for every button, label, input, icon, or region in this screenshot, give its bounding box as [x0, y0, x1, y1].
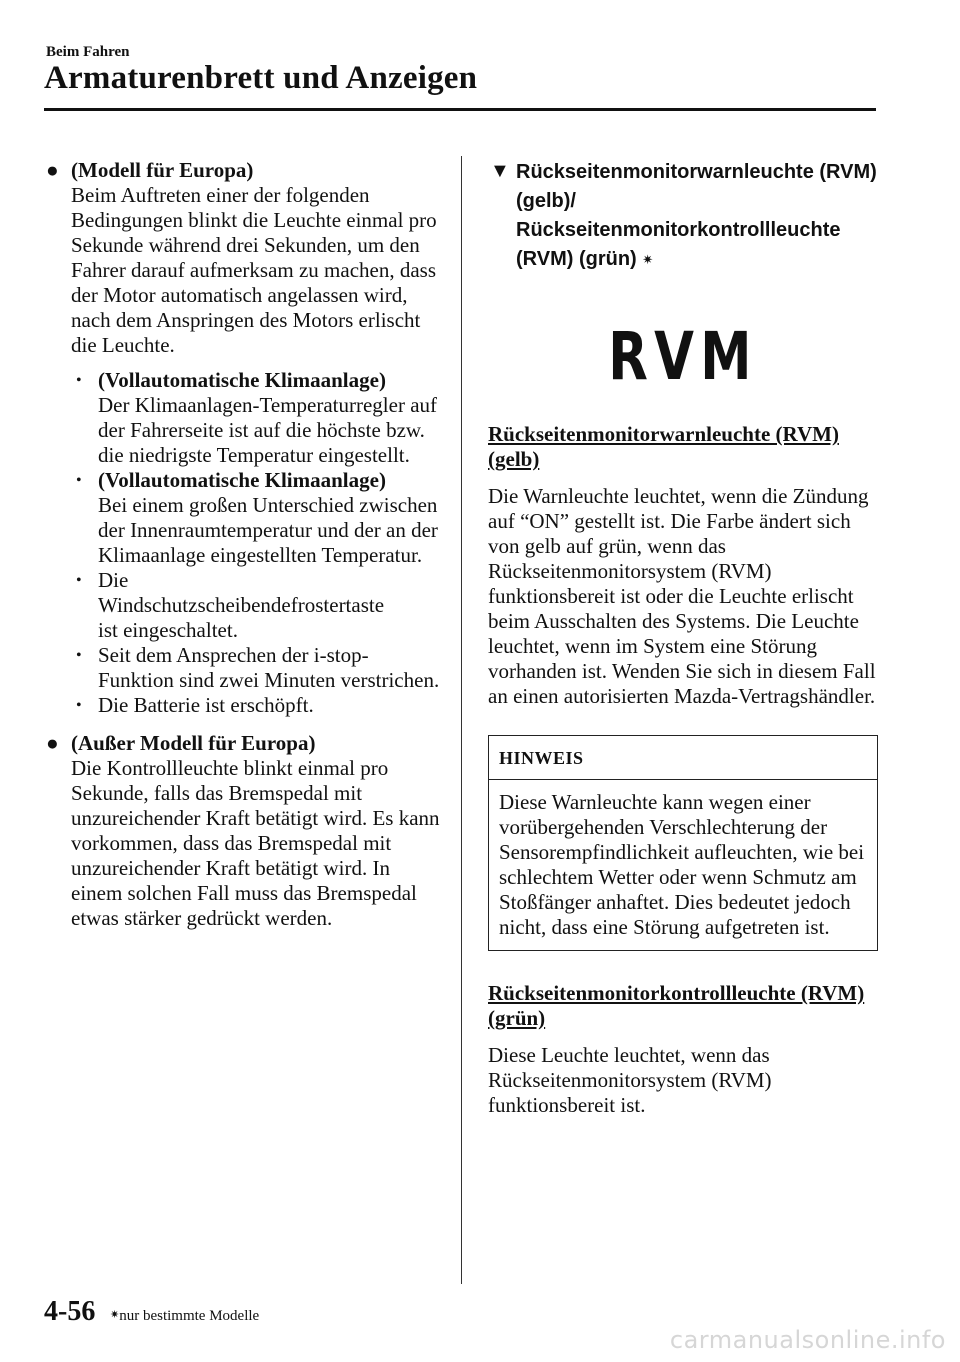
note-text: Diese Warnleuchte kann wegen einer vorübergehenden Verschlechterung der Sensorempfindlichkeit aufleuchten, wie bei schlechtem Wetter oder wenn Schmutz am Stoßfänger anhaftet. Dies bedeutet jedoch nicht, dass eine Störung aufgetreten ist.	[499, 790, 865, 939]
condition-item	[71, 693, 444, 718]
triangle-marker-icon: ▼	[490, 160, 510, 182]
sub-bullet: •	[76, 472, 82, 489]
bullet-item-non-europe	[44, 731, 444, 931]
condition-item	[71, 643, 444, 693]
condition-text-line: Die	[98, 568, 129, 592]
condition-text: Bei einem großen Unterschied zwischen der Innenraumtemperatur und der an der Klimaanlage eingestellten Temperatur.	[98, 493, 438, 567]
condition-text: Die Batterie ist erschöpft.	[98, 693, 314, 717]
bullet-text: Beim Auftreten einer der folgenden Bedingungen blinkt die Leuchte einmal pro Sekunde während drei Sekunden, um den Fahrer darauf aufmerksam zu machen, dass der Motor automatisch angelassen wird, nach dem Anspringen des Motors erlischt die Leuchte.	[71, 183, 437, 357]
condition-text-line: Windschutzscheibendefrostertaste	[98, 593, 385, 617]
warn-light-heading: Rückseitenmonitorwarnleuchte (RVM) (gelb)	[488, 422, 839, 471]
heading-line-text: (RVM) (grün)	[516, 248, 637, 270]
heading-line: Rückseitenmonitorwarnleuchte (RVM)	[516, 161, 877, 183]
condition-text: Der Klimaanlagen-Temperaturregler auf der Fahrerseite ist auf die höchste bzw. die niedrigste Temperatur eingestellt.	[98, 393, 438, 467]
condition-list	[71, 368, 444, 718]
condition-heading: (Vollautomatische Klimaanlage)	[98, 468, 386, 492]
bullet-dot: ●	[46, 158, 59, 182]
star-icon: ✷	[110, 1309, 120, 1321]
bullet-dot: ●	[46, 731, 59, 755]
sub-bullet: •	[76, 572, 82, 589]
rvm-section-heading	[488, 158, 878, 274]
heading-line: (gelb)/	[516, 190, 576, 212]
condition-item	[71, 468, 444, 568]
column-divider	[461, 156, 462, 1284]
condition-text: Seit dem Ansprechen der i-stop-Funktion sind zwei Minuten verstrichen.	[98, 643, 440, 692]
section-label: Beim Fahren	[46, 44, 130, 60]
page-number: 4-56	[44, 1296, 96, 1327]
bullet-item-europe	[44, 158, 444, 358]
heading-line	[516, 245, 878, 274]
bullet-heading: (Modell für Europa)	[71, 158, 254, 182]
note-box	[488, 735, 878, 951]
sub-bullet: •	[76, 697, 82, 714]
footnote-text: nur bestimmte Modelle	[119, 1308, 260, 1324]
watermark: carmanualsonline.info	[669, 1326, 946, 1354]
control-light-text: Diese Leuchte leuchtet, wenn das Rückseitenmonitorsystem (RVM) funktionsbereit ist.	[488, 1043, 772, 1117]
condition-item	[71, 368, 444, 468]
sub-bullet: •	[76, 372, 82, 389]
warn-light-text: Die Warnleuchte leuchtet, wenn die Zündung auf “ON” gestellt ist. Die Farbe ändert sich von gelb auf grün, wenn das Rückseitenmonitorsystem (RVM) funktionsbereit ist oder die Leuchte erlischt beim Ausschalten des Systems. Die Leuchte leuchtet, wenn im System eine Störung vorhanden ist. Wenden Sie sich in diesem Fall an einen autorisierten Mazda-Vertragshändler.	[488, 484, 876, 708]
bullet-text: Die Kontrollleuchte blinkt einmal pro Sekunde, falls das Bremspedal mit unzureichender Kraft betätigt wird. Es kann vorkommen, dass das Bremspedal mit unzureichender Kraft betätigt wird. In einem solchen Fall muss das Bremspedal etwas stärker gedrückt werden.	[71, 756, 440, 930]
condition-text-line: ist eingeschaltet.	[98, 618, 238, 642]
condition-heading: (Vollautomatische Klimaanlage)	[98, 368, 386, 392]
heading-line: Rückseitenmonitorkontrollleuchte	[516, 219, 841, 241]
right-column	[488, 158, 878, 1118]
footnote	[110, 1308, 259, 1325]
left-column	[44, 158, 444, 931]
star-icon: ✷	[642, 252, 654, 267]
condition-item	[71, 568, 444, 643]
rvm-indicator-icon: RVM	[608, 318, 758, 395]
page-title: Armaturenbrett und Anzeigen	[44, 60, 478, 96]
sub-bullet: •	[76, 647, 82, 664]
title-rule	[44, 108, 876, 111]
control-light-heading: Rückseitenmonitorkontrollleuchte (RVM) (grün)	[488, 981, 865, 1030]
bullet-heading: (Außer Modell für Europa)	[71, 731, 316, 755]
note-title: HINWEIS	[489, 736, 877, 780]
